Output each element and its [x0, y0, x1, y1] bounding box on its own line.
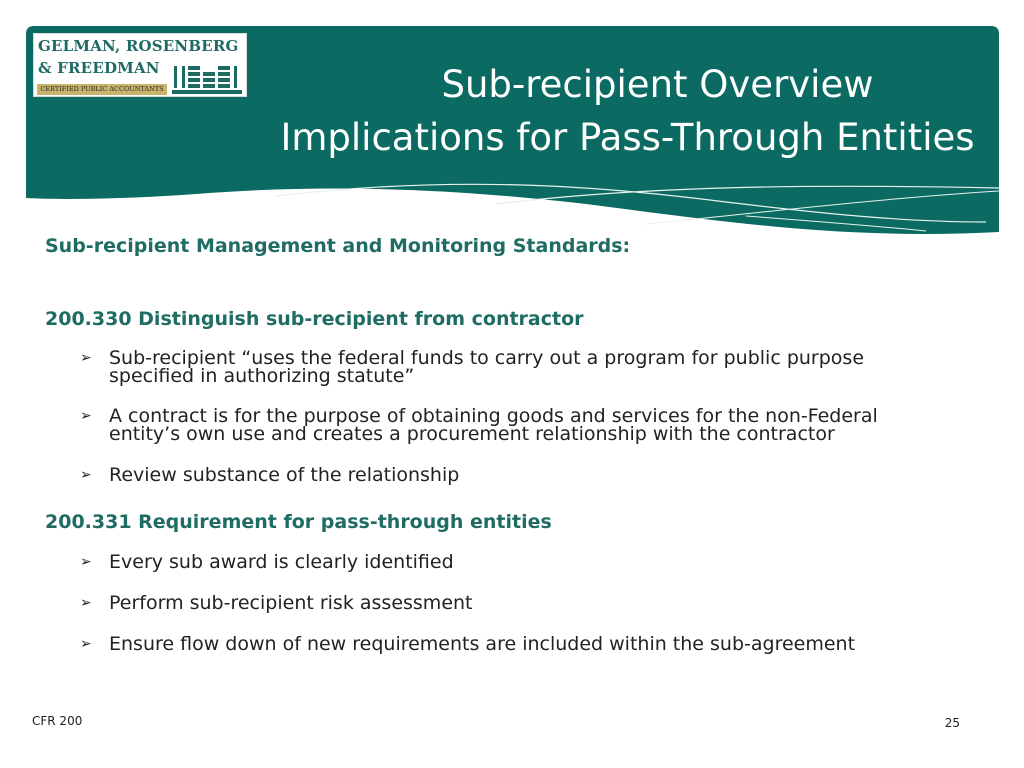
section-heading-200-330: 200.330 Distinguish sub-recipient from contractor [45, 308, 584, 330]
bullet-text: Every sub award is clearly identified [109, 551, 454, 573]
arrow-bullet-icon: ➢ [80, 467, 92, 483]
page-number: 25 [944, 716, 960, 730]
slide-title-line2: Implications for Pass-Through Entities [280, 116, 975, 159]
bullet-text: A contract is for the purpose of obtaining goods and services for the non-Federal [109, 405, 878, 427]
bullet-item [80, 553, 980, 575]
bullet-text: Ensure flow down of new requirements are included within the sub-agreement [109, 633, 856, 655]
logo-name-line2: & FREEDMAN [38, 59, 160, 77]
slide-title-line1: Sub-recipient Overview [441, 63, 874, 106]
arrow-bullet-icon: ➢ [80, 554, 92, 570]
abacus-icon [172, 62, 244, 96]
bullet-item [80, 466, 980, 488]
arrow-bullet-icon: ➢ [80, 350, 92, 366]
main-heading: Sub-recipient Management and Monitoring Standards: [45, 235, 631, 257]
bullet-text: Perform sub-recipient risk assessment [109, 592, 473, 614]
bullet-text: Sub-recipient “uses the federal funds to carry out a program for public purpose [109, 347, 865, 369]
logo-name-line1: GELMAN, ROSENBERG [38, 37, 239, 55]
slide-title [256, 60, 999, 166]
bullet-item [80, 407, 980, 447]
bullet-item [80, 594, 980, 616]
company-logo [33, 33, 247, 97]
bullet-text: Review substance of the relationship [109, 464, 460, 486]
logo-tagline: CERTIFIED PUBLIC ACCOUNTANTS [37, 84, 167, 95]
arrow-bullet-icon: ➢ [80, 595, 92, 611]
bullet-text-continued: specified in authorizing statute” [109, 365, 415, 387]
slide-header [26, 26, 999, 241]
bullet-text-continued: entity’s own use and creates a procurement relationship with the contractor [109, 423, 835, 445]
footer-label: CFR 200 [32, 714, 83, 728]
section-heading-200-331: 200.331 Requirement for pass-through entities [45, 511, 552, 533]
bullet-item [80, 349, 980, 389]
arrow-bullet-icon: ➢ [80, 408, 92, 424]
arrow-bullet-icon: ➢ [80, 636, 92, 652]
bullet-item [80, 635, 980, 657]
